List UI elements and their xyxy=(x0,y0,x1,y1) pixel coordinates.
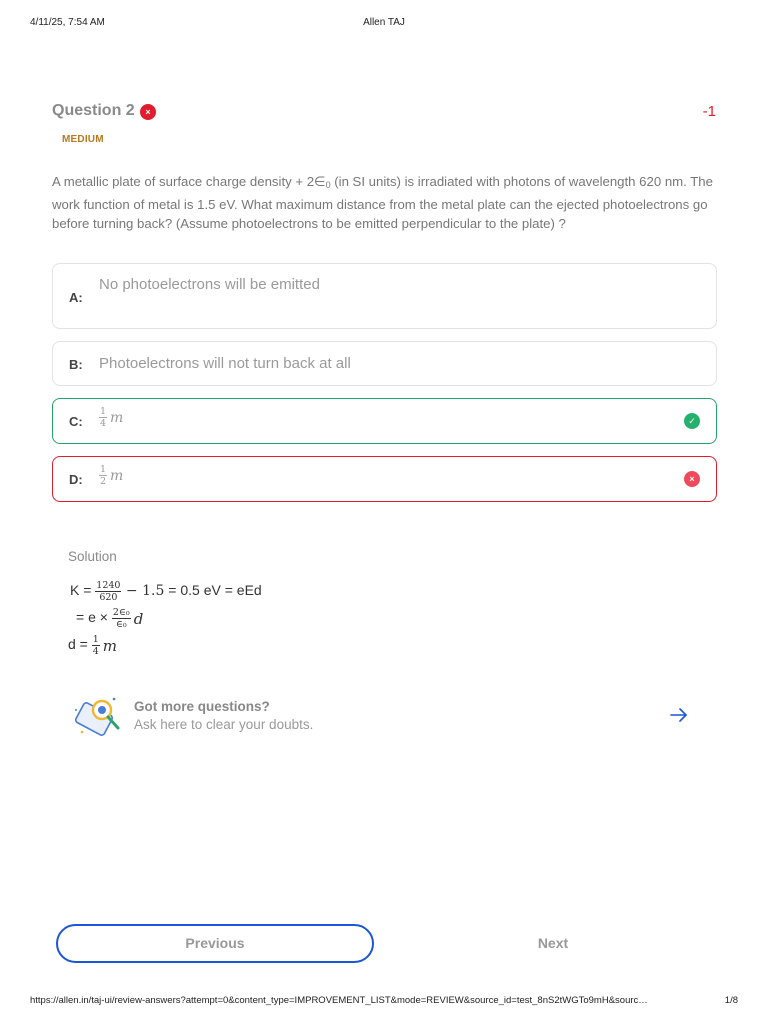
fraction-denominator: 620 xyxy=(99,592,118,603)
fraction xyxy=(99,464,107,487)
option-letter: B: xyxy=(69,357,83,372)
print-url: https://allen.in/taj-ui/review-answers?attempt=0&content_type=IMPROVEMENT_LIST&mode=REVIEW&source_id=test_8nS2tWGTo9mH&sourc… xyxy=(30,995,648,1006)
question-text-part: (in SI units) is irradiated with photons of wavelength 620 nm. The work function of metal is 1.5 eV. What maximum distance from the metal plate can the ejected photoelectrons go before turning back? (Assume photoelectrons to be emitted perpendicular to the plate) ? xyxy=(52,174,713,231)
doubt-magnifier-icon xyxy=(72,694,124,740)
fraction-numerator: 2∈₀ xyxy=(112,607,130,618)
solution-text: = 0.5 eV = eEd xyxy=(164,582,262,599)
print-footer xyxy=(0,995,768,1009)
math-variable: m xyxy=(110,409,124,426)
print-page-number: 1/8 xyxy=(724,995,738,1006)
option-letter: A: xyxy=(69,290,83,305)
option-letter: D: xyxy=(69,472,83,487)
option-letter: C: xyxy=(69,414,83,429)
math-variable: m xyxy=(110,467,124,484)
fraction xyxy=(99,406,107,429)
wrong-answer-icon: × xyxy=(684,471,700,487)
fraction-denominator: 4 xyxy=(100,418,107,429)
math-variable: m xyxy=(102,636,118,655)
fraction xyxy=(92,634,100,657)
arrow-right-icon[interactable] xyxy=(668,704,690,726)
fraction xyxy=(112,607,131,630)
ask-doubt-card[interactable] xyxy=(72,694,700,742)
help-title: Got more questions? xyxy=(134,699,270,714)
solution-line-1 xyxy=(70,580,262,603)
fraction-numerator: 1 xyxy=(92,634,99,645)
fraction-denominator: 4 xyxy=(92,646,99,657)
question-text-subscript: 0 xyxy=(325,180,331,190)
help-subtitle: Ask here to clear your doubts. xyxy=(134,717,314,732)
option-text: Photoelectrons will not turn back at all xyxy=(99,355,351,372)
previous-button[interactable]: Previous xyxy=(56,924,374,963)
math-variable: d xyxy=(133,609,144,628)
print-datetime: 4/11/25, 7:54 AM xyxy=(30,17,105,28)
option-math xyxy=(99,464,123,487)
solution-label: Solution xyxy=(68,549,117,564)
option-text: No photoelectrons will be emitted xyxy=(99,276,320,293)
next-button[interactable]: Next xyxy=(537,935,569,951)
fraction-numerator: 1240 xyxy=(96,580,121,591)
fraction-numerator: 1 xyxy=(100,406,107,417)
option-c[interactable] xyxy=(52,398,717,444)
solution-text: K = xyxy=(70,582,96,599)
question-score: -1 xyxy=(702,103,716,120)
question-text xyxy=(52,172,720,233)
solution-line-3 xyxy=(68,634,117,657)
option-d[interactable] xyxy=(52,456,717,502)
solution-line-2 xyxy=(76,607,143,630)
option-a[interactable] xyxy=(52,263,717,329)
fraction-denominator: ∈₀ xyxy=(115,619,127,630)
option-b[interactable] xyxy=(52,341,717,386)
solution-text: d = xyxy=(68,636,92,653)
question-header xyxy=(52,102,716,122)
solution-math: − 1.5 xyxy=(121,583,165,600)
option-math xyxy=(99,406,123,429)
question-text-part: A metallic plate of surface charge density + 2∈ xyxy=(52,174,326,189)
solution-text: = e × xyxy=(76,609,112,626)
wrong-answer-icon: × xyxy=(140,104,156,120)
fraction-numerator: 1 xyxy=(100,464,107,475)
question-title: Question 2 xyxy=(52,102,135,119)
difficulty-badge: MEDIUM xyxy=(62,134,104,145)
print-header xyxy=(0,17,768,31)
print-title: Allen TAJ xyxy=(363,17,405,28)
correct-check-icon: ✓ xyxy=(684,413,700,429)
fraction-denominator: 2 xyxy=(100,476,107,487)
fraction xyxy=(95,580,121,603)
